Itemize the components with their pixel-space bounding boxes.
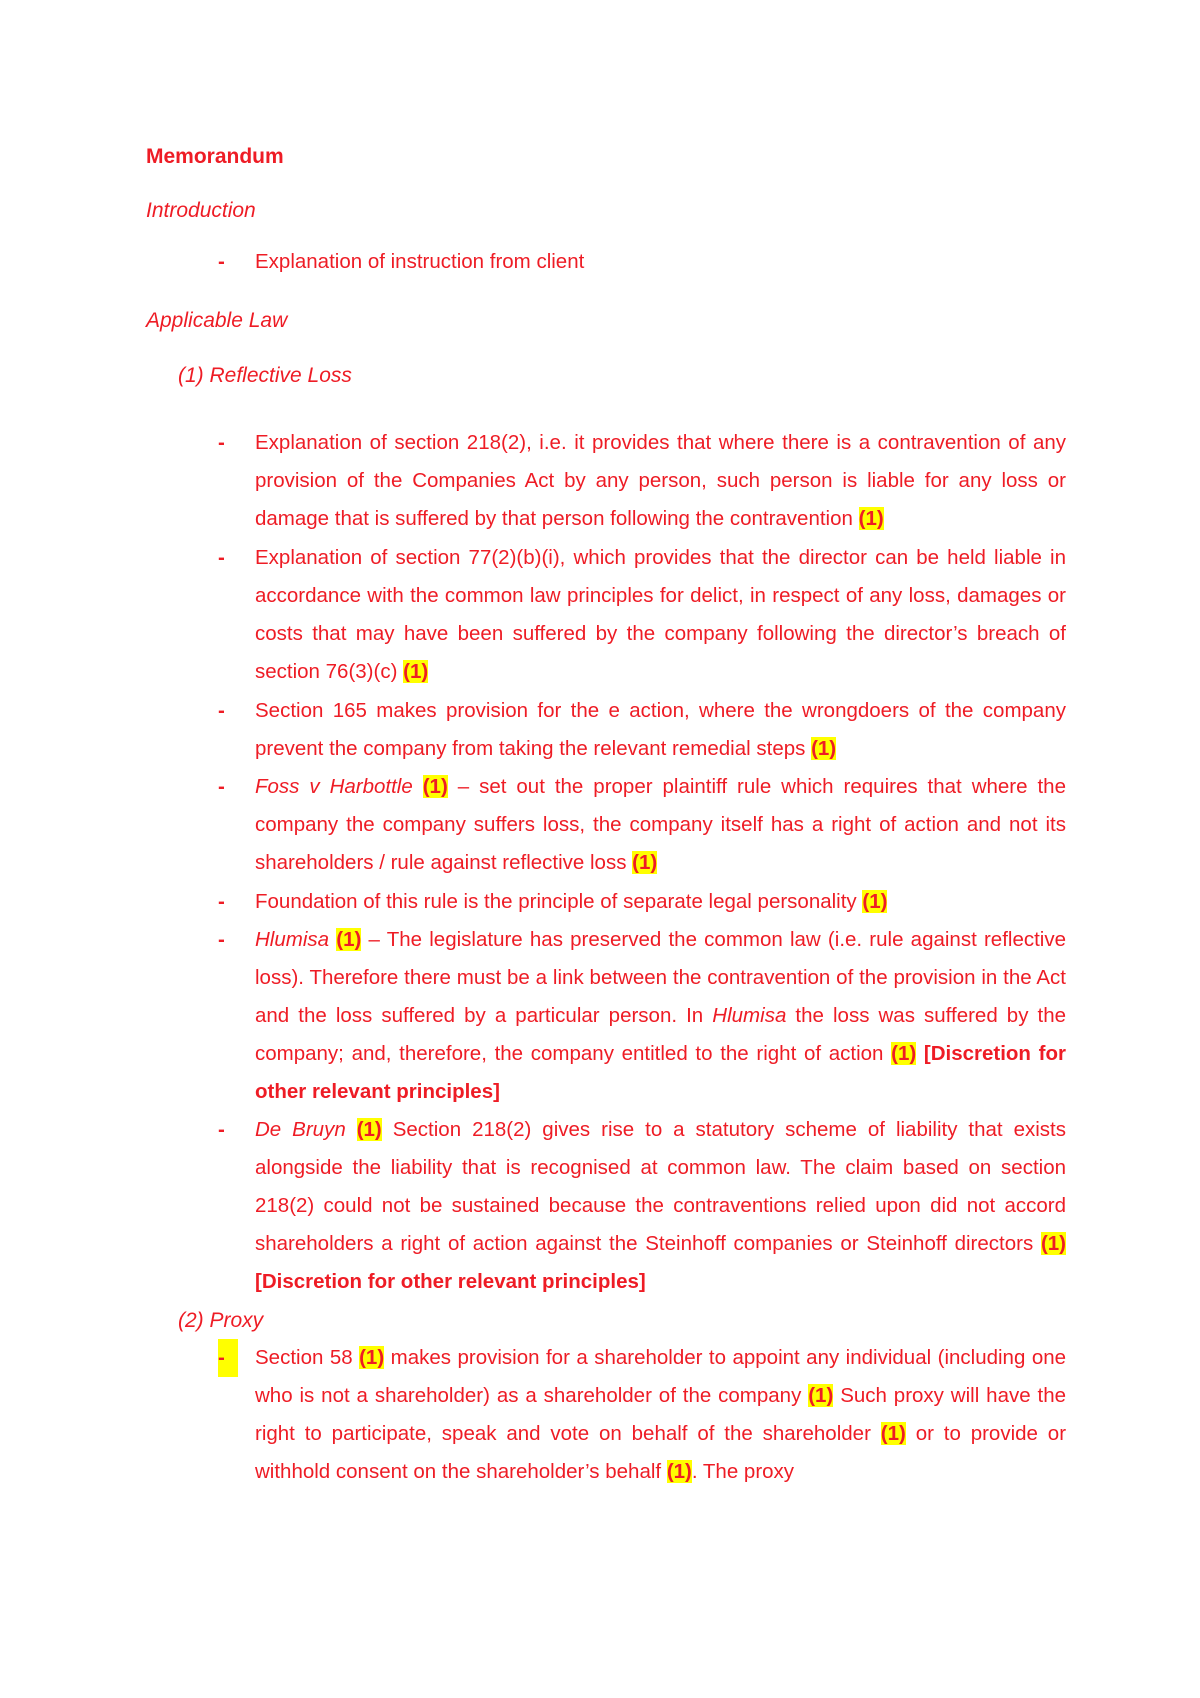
list-item bbox=[146, 1111, 1066, 1301]
mark-badge: (1) bbox=[356, 1118, 382, 1141]
bullet-text: or to provide or withhold consent on the shareholder’s behalf bbox=[255, 1422, 1067, 1483]
mark-badge: (1) bbox=[666, 1460, 692, 1483]
bullet-text: Section 165 makes provision for the e action, where the wrongdoers of the company prevent the company from taking the relevant remedial steps bbox=[255, 699, 1066, 760]
bullet-text: the loss was suffered by the company; and, therefore, the company entitled to the right of action bbox=[255, 1004, 1067, 1065]
bullet-text: makes provision for a shareholder to appoint any individual (including one who is not a shareholder) as a shareholder of the company bbox=[255, 1346, 1067, 1407]
bullet-dash: - bbox=[218, 431, 225, 454]
bullet-dash: - bbox=[218, 546, 225, 569]
list-item bbox=[146, 1339, 1066, 1491]
introduction-heading: Introduction bbox=[146, 199, 256, 222]
case-name: Foss v Harbottle bbox=[255, 775, 413, 798]
bullet-dash: - bbox=[218, 1118, 225, 1141]
bullet-text: Such proxy will have the right to participate, speak and vote on behalf of the shareholder bbox=[255, 1384, 1066, 1445]
bullet-text: Section 58 bbox=[255, 1346, 353, 1369]
bullet-text: – The legislature has preserved the common law (i.e. rule against reflective loss). Therefore there must be a link between the contravention of the provision in the Act and the loss suffered by a particular person. In bbox=[255, 928, 1067, 1027]
bullet-text: Explanation of instruction from client bbox=[255, 250, 585, 273]
introduction-bullet bbox=[146, 243, 1066, 281]
mark-badge: (1) bbox=[891, 1042, 917, 1065]
proxy-heading: (2) Proxy bbox=[178, 1309, 264, 1332]
bullet-dash: - bbox=[218, 890, 225, 913]
discretion-note: [Discretion for other relevant principles] bbox=[255, 1270, 646, 1293]
bullet-text: Explanation of section 218(2), i.e. it provides that where there is a contravention of any provision of the Companies Act by any person, such person is liable for any loss or damage that is suffered by that person following the contravention bbox=[255, 431, 1066, 530]
list-item bbox=[146, 692, 1066, 768]
mark-badge: (1) bbox=[880, 1422, 906, 1445]
bullet-dash: - bbox=[218, 775, 225, 798]
mark-badge: (1) bbox=[403, 660, 429, 683]
mark-badge: (1) bbox=[808, 1384, 834, 1407]
mark-badge: (1) bbox=[359, 1346, 385, 1369]
mark-badge: (1) bbox=[862, 890, 888, 913]
bullet-dash: - bbox=[218, 928, 225, 951]
bullet-text: . The proxy bbox=[691, 1460, 795, 1483]
case-name: Hlumisa bbox=[712, 1004, 787, 1027]
bullet-dash: - bbox=[218, 250, 225, 273]
mark-badge: (1) bbox=[632, 851, 658, 874]
discretion-note: [Discretion for other relevant principles] bbox=[255, 1042, 1066, 1103]
list-item bbox=[146, 921, 1066, 1111]
mark-badge: (1) bbox=[336, 928, 362, 951]
list-item bbox=[146, 539, 1066, 691]
mark-badge: (1) bbox=[422, 775, 448, 798]
list-item bbox=[146, 424, 1066, 538]
mark-badge: (1) bbox=[811, 737, 837, 760]
bullet-dash: - bbox=[218, 1339, 238, 1377]
applicable-law-heading: Applicable Law bbox=[146, 309, 288, 332]
case-name: Hlumisa bbox=[255, 928, 330, 951]
bullet-dash: - bbox=[218, 699, 225, 722]
list-item bbox=[146, 768, 1066, 882]
list-item bbox=[146, 883, 1066, 921]
case-name: De Bruyn bbox=[255, 1118, 346, 1141]
mark-badge: (1) bbox=[1040, 1232, 1067, 1255]
document-title: Memorandum bbox=[146, 145, 284, 168]
bullet-text: Section 218(2) gives rise to a statutory scheme of liability that exists alongside the liability that is recognised at common law. The claim based on section 218(2) could not be sustained because the contraventions relied upon did not accord shareholders a right of action against the Steinhoff companies or Steinhoff directors bbox=[255, 1118, 1066, 1255]
mark-badge: (1) bbox=[858, 507, 884, 530]
bullet-text: Explanation of section 77(2)(b)(i), which provides that the director can be held liable in accordance with the common law principles for delict, in respect of any loss, damages or costs that may have been suffered by the company following the director’s breach of section 76(3)(c) bbox=[255, 546, 1066, 683]
reflective-loss-heading: (1) Reflective Loss bbox=[178, 364, 352, 387]
bullet-text: – set out the proper plaintiff rule which requires that where the company the company suffers loss, the company itself has a right of action and not its shareholders / rule against reflective loss bbox=[255, 775, 1066, 874]
bullet-text: Foundation of this rule is the principle of separate legal personality bbox=[255, 890, 857, 913]
